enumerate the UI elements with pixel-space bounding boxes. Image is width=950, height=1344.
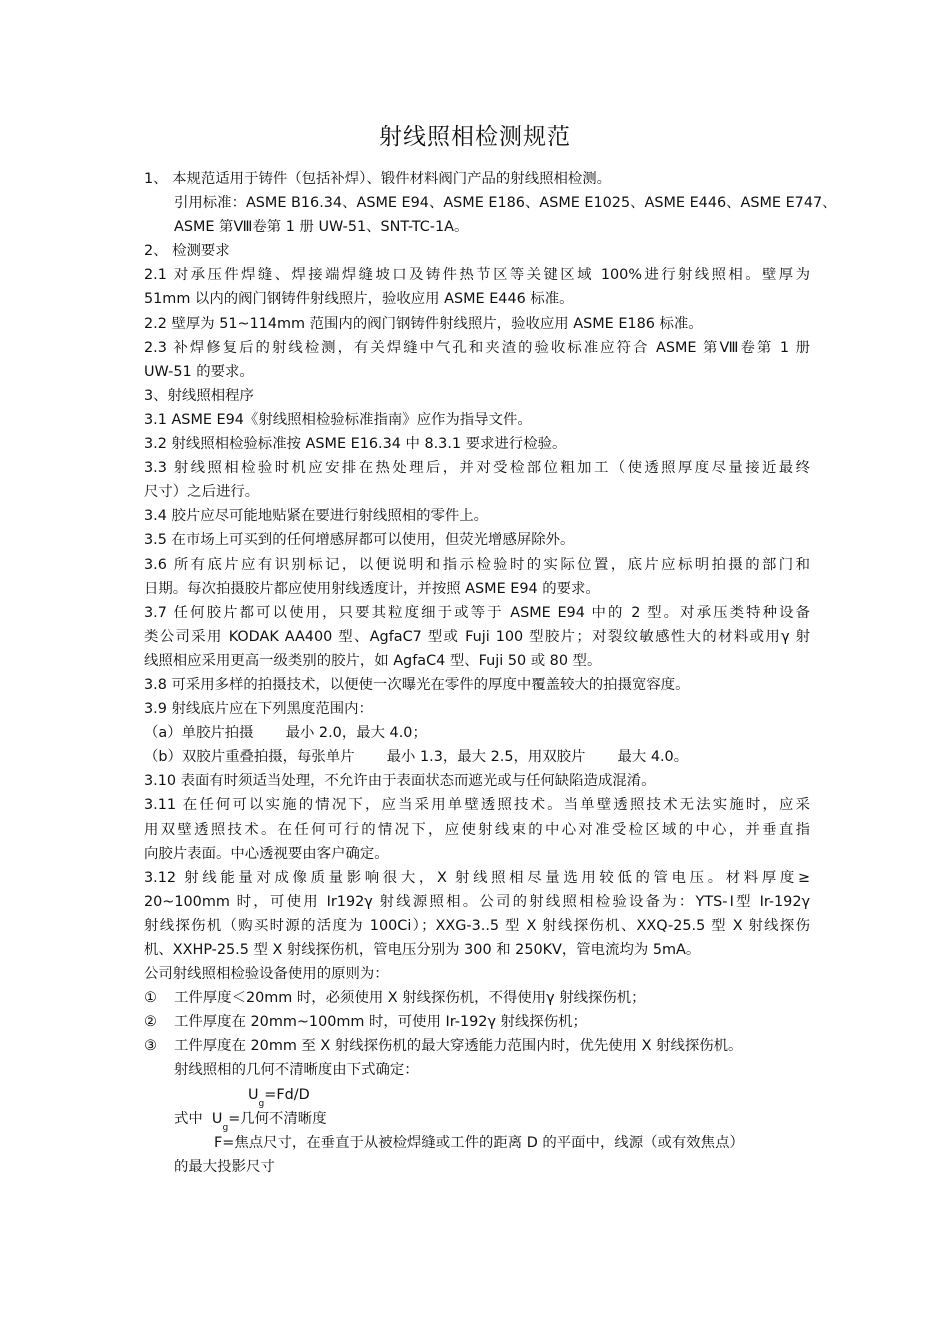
definition-text: =几何不清晰度	[228, 1110, 327, 1127]
text-line: 类公司采用 KODAK AA400 型、AgfaC7 型或 Fuji 100 型胶片；对裂纹敏感性大的材料或用γ 射	[144, 628, 810, 645]
principle-marker: ①	[144, 990, 157, 1007]
principle-text: 工件厚度在 20mm~100mm 时，可使用 Ir-192γ 射线探伤机；	[174, 1014, 587, 1031]
text-line: 3.7 任何胶片都可以使用，只要其粒度细于或等于 ASME E94 中的 2 型。对承压类特种设备	[144, 604, 810, 621]
text-line: UW-51 的要求。	[144, 363, 254, 380]
principle-text: 工件厚度＜20mm 时，必须使用 X 射线探伤机，不得使用γ 射线探伤机；	[174, 990, 646, 1007]
text-line: 3.3 射线照相检验时机应安排在热处理后，并对受检部位粗加工（使透照厚度尽量接近最终	[144, 460, 810, 477]
text-line: 1、 本规范适用于铸件（包括补焊）、锻件材料阀门产品的射线照相检测。	[144, 171, 612, 187]
text-line: 公司射线照相检验设备使用的原则为：	[144, 966, 389, 983]
text-line: 日期。每次拍摄胶片都应使用射线透度计，并按照 ASME E94 的要求。	[144, 580, 600, 597]
formula	[144, 1083, 810, 1107]
text-line: 机、XXHP-25.5 型 X 射线探伤机，管电压分别为 300 和 250KV，管电流均为 5mA。	[144, 942, 701, 958]
text-line: 3.5 在市场上可买到的任何增感屏都可以使用，但荧光增感屏除外。	[144, 532, 575, 549]
text-line: 射线探伤机（购买时源的活度为 100Ci）；XXG-3..5 型 X 射线探伤机、XXQ-25.5 型 X 射线探伤	[144, 917, 810, 934]
text-line: 2.2 壁厚为 51~114mm 范围内的阀门钢铸件射线照片，验收应用 ASME E186 标准。	[144, 315, 703, 332]
principle-item	[144, 1034, 810, 1058]
text-line: 向胶片表面。中心透视要由客户确定。	[144, 845, 389, 862]
text-line: 3.2 射线照相检验标准按 ASME E16.34 中 8.3.1 要求进行检验。	[144, 436, 567, 453]
text-line: （a）单胶片拍摄 最小 2.0，最大 4.0；	[144, 725, 427, 742]
text-line: 3.1 ASME E94《射线照相检验标准指南》应作为指导文件。	[144, 411, 532, 428]
principle-text: 工件厚度在 20mm 至 X 射线探伤机的最大穿透能力范围内时，优先使用 X 射线探伤机。	[174, 1038, 743, 1055]
text-line: 3.10 表面有时须适当处理，不允许由于表面状态而遮光或与任何缺陷造成混淆。	[144, 773, 656, 790]
principle-marker: ③	[144, 1038, 157, 1055]
text-line: 3.4 胶片应尽可能地贴紧在要进行射线照相的零件上。	[144, 508, 489, 525]
text-line: 3.9 射线底片应在下列黑度范围内：	[144, 701, 373, 718]
text-line: 射线照相的几何不清晰度由下式确定：	[174, 1062, 419, 1079]
formula-symbol: U	[248, 1086, 259, 1103]
document-body	[144, 167, 837, 1179]
text-line: 线照相应采用更高一级类别的胶片，如 AgfaC4 型、Fuji 50 或 80 型。	[144, 652, 602, 669]
text-line: 的最大投影尺寸	[174, 1158, 275, 1175]
definition-subscript: g	[222, 1122, 229, 1133]
text-line: 20~100mm 时，可使用 Ir192γ 射线源照相。公司的射线照相检验设备为：YTS-Ⅰ型 Ir-192γ	[144, 893, 810, 910]
text-line: 51mm 以内的阀门钢铸件射线照片，验收应用 ASME E446 标准。	[144, 291, 574, 308]
text-line: 3.8 可采用多样的拍摄技术，以便使一次曝光在零件的厚度中覆盖较大的拍摄宽容度。	[144, 676, 690, 693]
principle-marker: ②	[144, 1014, 157, 1031]
principle-item	[144, 1010, 810, 1034]
text-line: 2.1 对承压件焊缝、焊接端焊缝坡口及铸件热节区等关键区域 100%进行射线照相。壁厚为	[144, 267, 810, 284]
formula-subscript: g	[258, 1098, 265, 1109]
text-line: ASME 第Ⅷ卷第 1 册 UW-51、SNT-TC-1A。	[174, 219, 469, 236]
text-line: （b）双胶片重叠拍摄，每张单片 最小 1.3，最大 2.5，用双胶片 最大 4.0。	[144, 749, 689, 766]
page-title: 射线照相检测规范	[379, 124, 571, 150]
section-heading: 3、射线照相程序	[144, 387, 254, 404]
text-line: 2.3 补焊修复后的射线检测，有关焊缝中气孔和夹渣的验收标准应符合 ASME 第Ⅷ卷第 1 册	[144, 339, 810, 356]
principle-item	[144, 986, 810, 1010]
text-line: 尺寸）之后进行。	[144, 484, 260, 501]
text-line: F=焦点尺寸，在垂直于从被检焊缝或工件的距离 D 的平面中，线源（或有效焦点）	[214, 1134, 744, 1151]
text-line: 用双壁透照技术。在任何可行的情况下，应使射线束的中心对准受检区域的中心，并垂直指	[144, 821, 810, 838]
text-line: 引用标准：ASME B16.34、ASME E94、ASME E186、ASME E1025、ASME E446、ASME E747、	[174, 195, 837, 212]
section-heading: 2、 检测要求	[144, 243, 230, 260]
formula-expression: =Fd/D	[264, 1086, 310, 1103]
text-line: 3.6 所有底片应有识别标记，以便说明和指示检验时的实际位置，底片应标明拍摄的部门和	[144, 556, 810, 573]
text-line: 3.11 在任何可以实施的情况下，应当采用单壁透照技术。当单壁透照技术无法实施时，应采	[144, 797, 810, 814]
definition-prefix: 式中 U	[174, 1110, 223, 1127]
formula-definition	[144, 1107, 810, 1131]
text-line: 3.12 射线能量对成像质量影响很大，X 射线照相尽量选用较低的管电压。材料厚度≥	[144, 869, 810, 886]
